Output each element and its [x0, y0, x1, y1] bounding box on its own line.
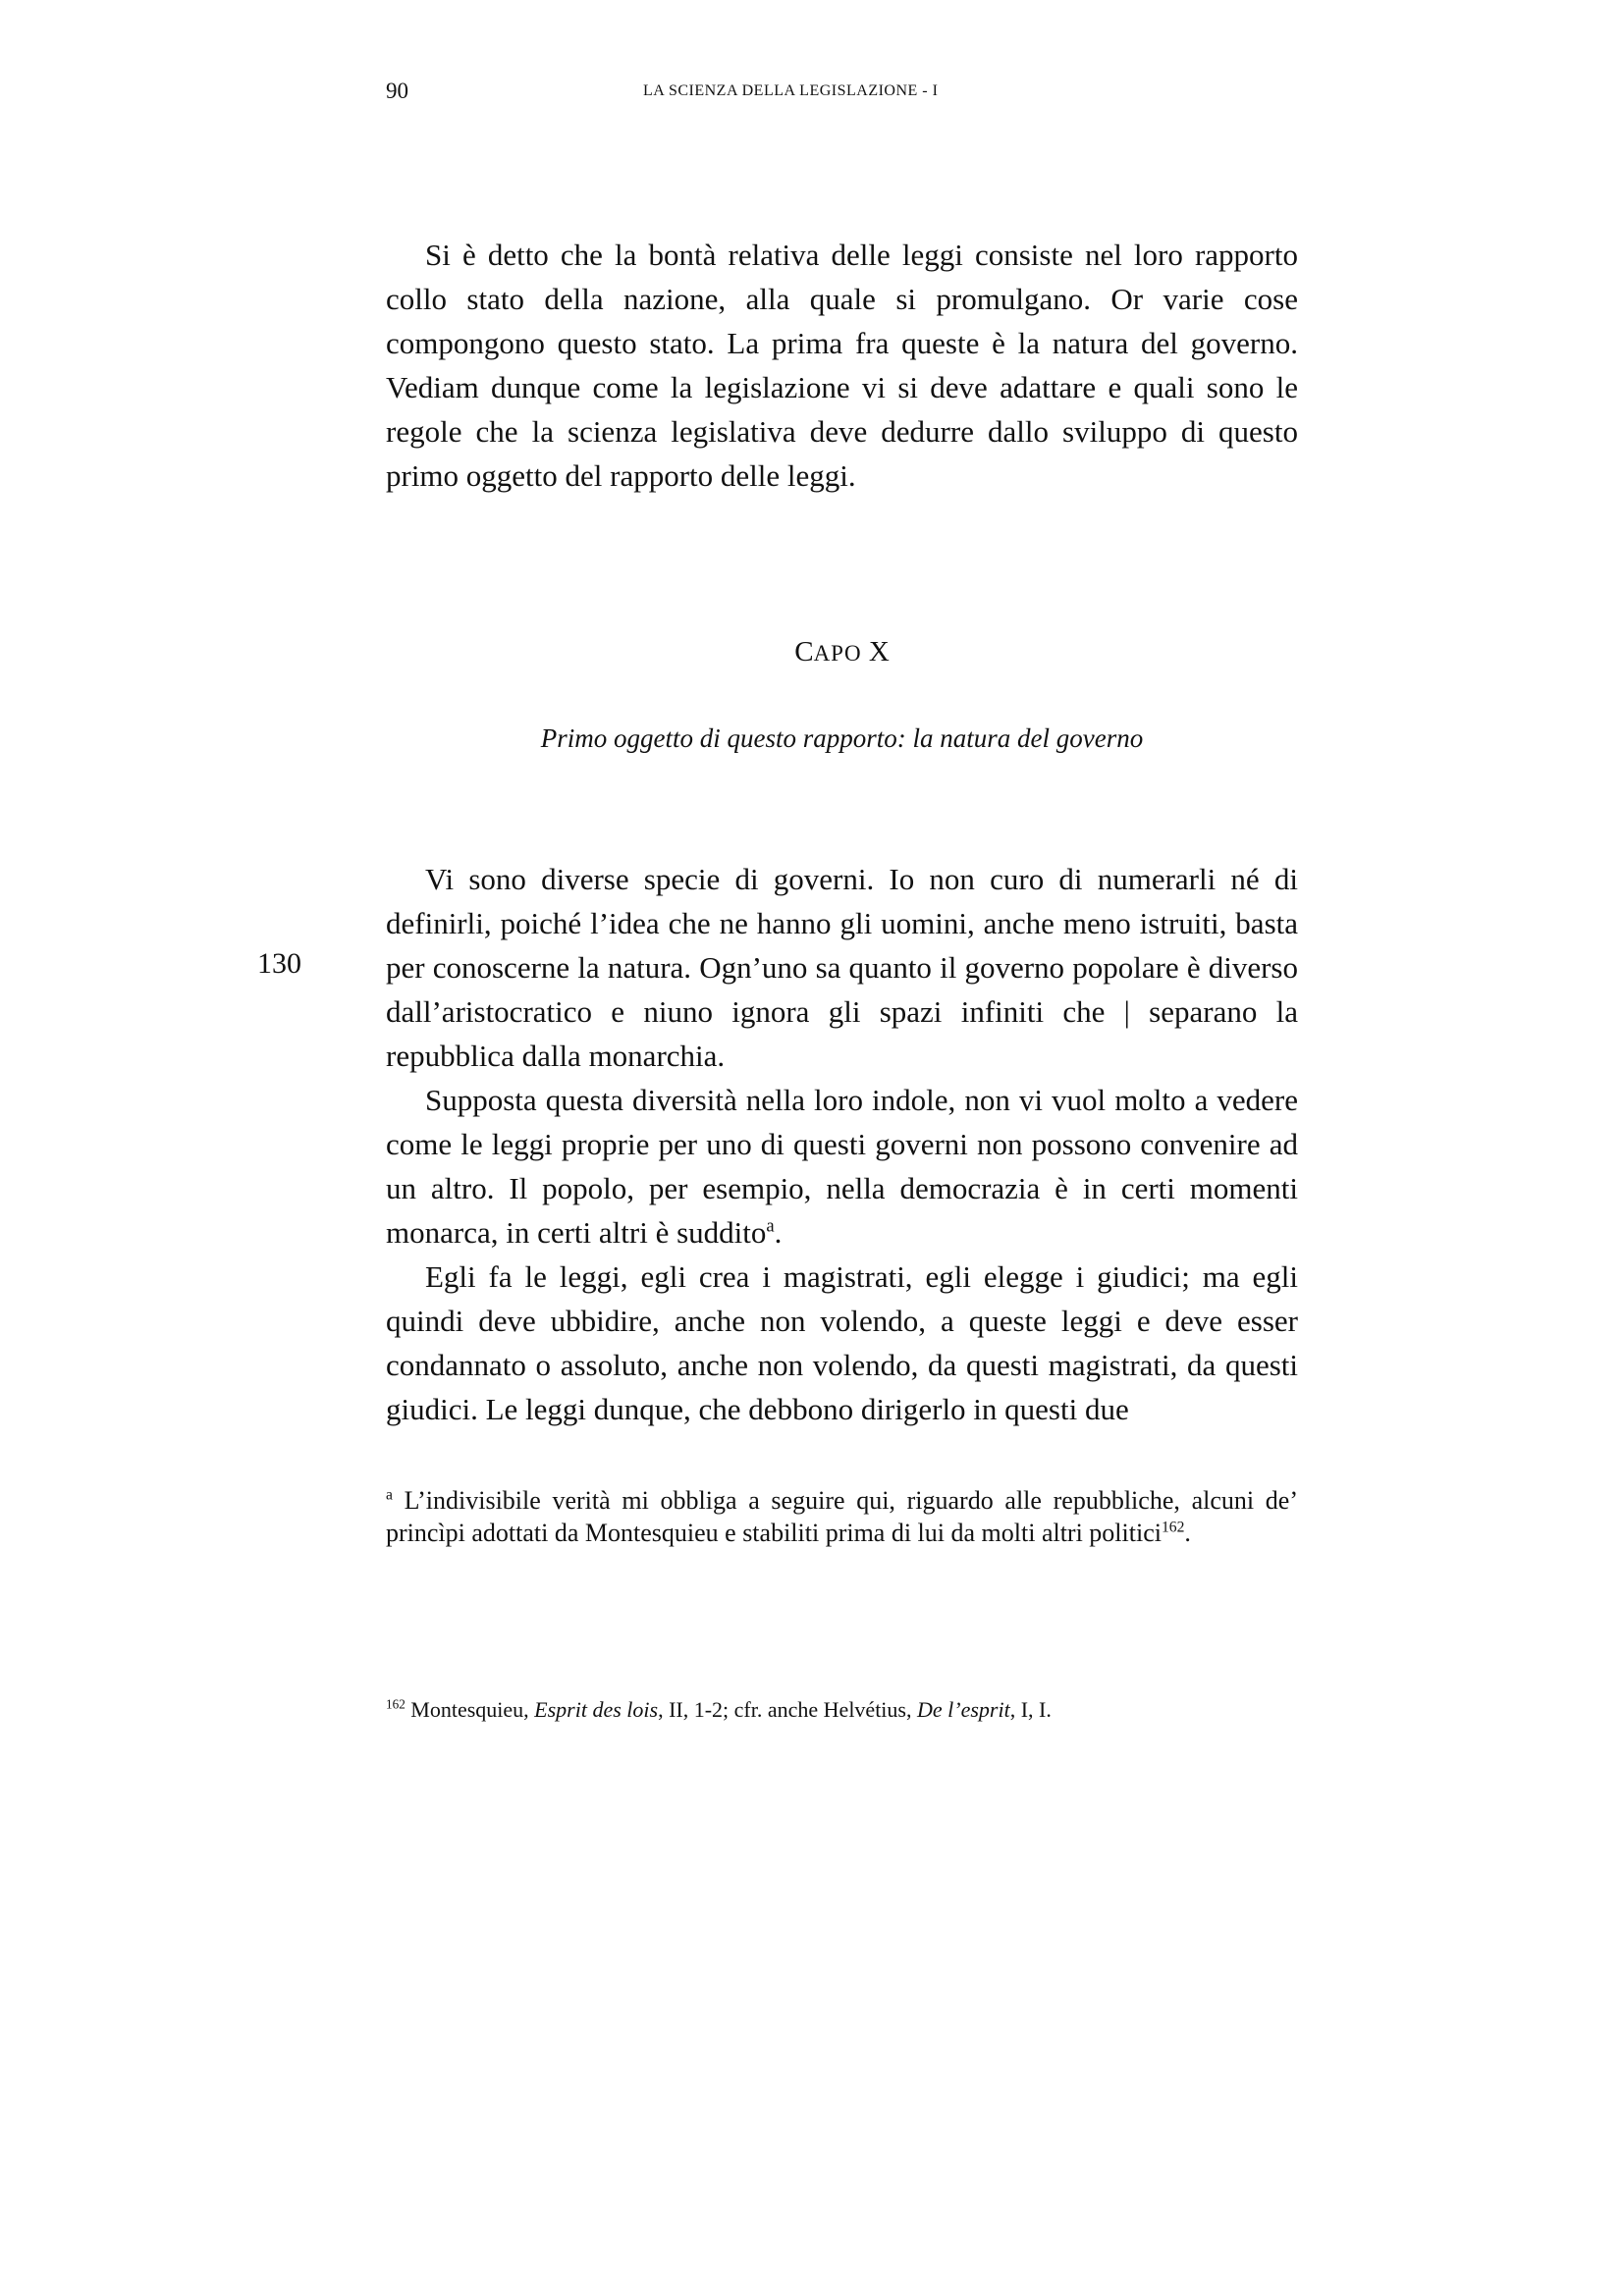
margin-page-reference: 130 [257, 947, 301, 980]
chapter-number: X [868, 636, 890, 667]
author-footnote-text [386, 1484, 1298, 1549]
chapter-label-rest: APO [813, 641, 862, 666]
paragraph-text: Supposta questa diversità nella loro indole, non vi vuol molto a vedere come le leggi proprie per uno di questi governi non possono convenire ad un altro. Il popolo, per esempio, nella democrazia è in certi momenti monarca, in certi altri è suddito [386, 1083, 1298, 1250]
editor-note-ref: 162 [1161, 1519, 1185, 1536]
editor-footnote-number: 162 [386, 1696, 406, 1712]
paragraph-tail: . [774, 1215, 783, 1250]
main-text [386, 857, 1298, 1431]
author-footnote-mark: a [386, 1486, 393, 1504]
author-footnote-tail: . [1184, 1519, 1191, 1547]
chapter-heading [386, 636, 1298, 668]
author-footnote-body: L’indivisibile verità mi obbliga a seguire qui, riguardo alle repubbliche, alcuni de’ princìpi adottati da Montesquieu e stabiliti prima di lui da molti altri politici [386, 1486, 1298, 1547]
editor-footnote-part: Montesquieu, [405, 1697, 535, 1722]
chapter-subtitle: Primo oggetto di questo rapporto: la natura del governo [540, 723, 1144, 753]
intro-paragraph: Si è detto che la bontà relativa delle leggi consiste nel loro rapporto collo stato della nazione, alla quale si promulgano. Or varie cose compongono questo stato. La prima fra queste è la natura del governo. Vediam dunque come la legislazione vi si deve adattare e quali sono le regole che la scienza legislativa deve dedurre dallo sviluppo di questo primo oggetto del rapporto delle leggi. [386, 238, 1298, 493]
editor-footnote-part: , I, I. [1009, 1697, 1052, 1722]
editor-footnote-title: De l’esprit [916, 1697, 1010, 1722]
paragraph: Egli fa le leggi, egli crea i magistrati, egli elegge i giudici; ma egli quindi deve ubbidire, anche non volendo, a queste leggi e deve esser condannato o assoluto, anche non volendo, da questi magistrati, da questi giudici. Le leggi dunque, che debbono dirigerlo in questi due [386, 1259, 1298, 1426]
running-head [386, 79, 1152, 108]
running-title: LA SCIENZA DELLA LEGISLAZIONE - I [643, 82, 939, 99]
intro-block [386, 233, 1298, 498]
editor-footnote-title: Esprit des lois [534, 1697, 659, 1722]
editor-footnote-part: , II, 1-2; cfr. anche Helvétius, [658, 1697, 917, 1722]
editor-footnote [386, 1695, 1298, 1725]
footnote-mark: a [766, 1215, 775, 1237]
page-number: 90 [386, 79, 408, 103]
paragraph [386, 1078, 1298, 1255]
author-footnote [386, 1484, 1298, 1549]
paragraph: Vi sono diverse specie di governi. Io non curo di numerarli né di definirli, poiché l’idea che ne hanno gli uomini, anche meno istruiti, basta per conoscerne la natura. Ogn’uno sa quanto il governo popolare è diverso dall’aristocratico e niuno ignora gli spazi infiniti che | separano la repubblica dalla monarchia. [386, 862, 1298, 1073]
chapter-label-initial: C [794, 636, 814, 667]
